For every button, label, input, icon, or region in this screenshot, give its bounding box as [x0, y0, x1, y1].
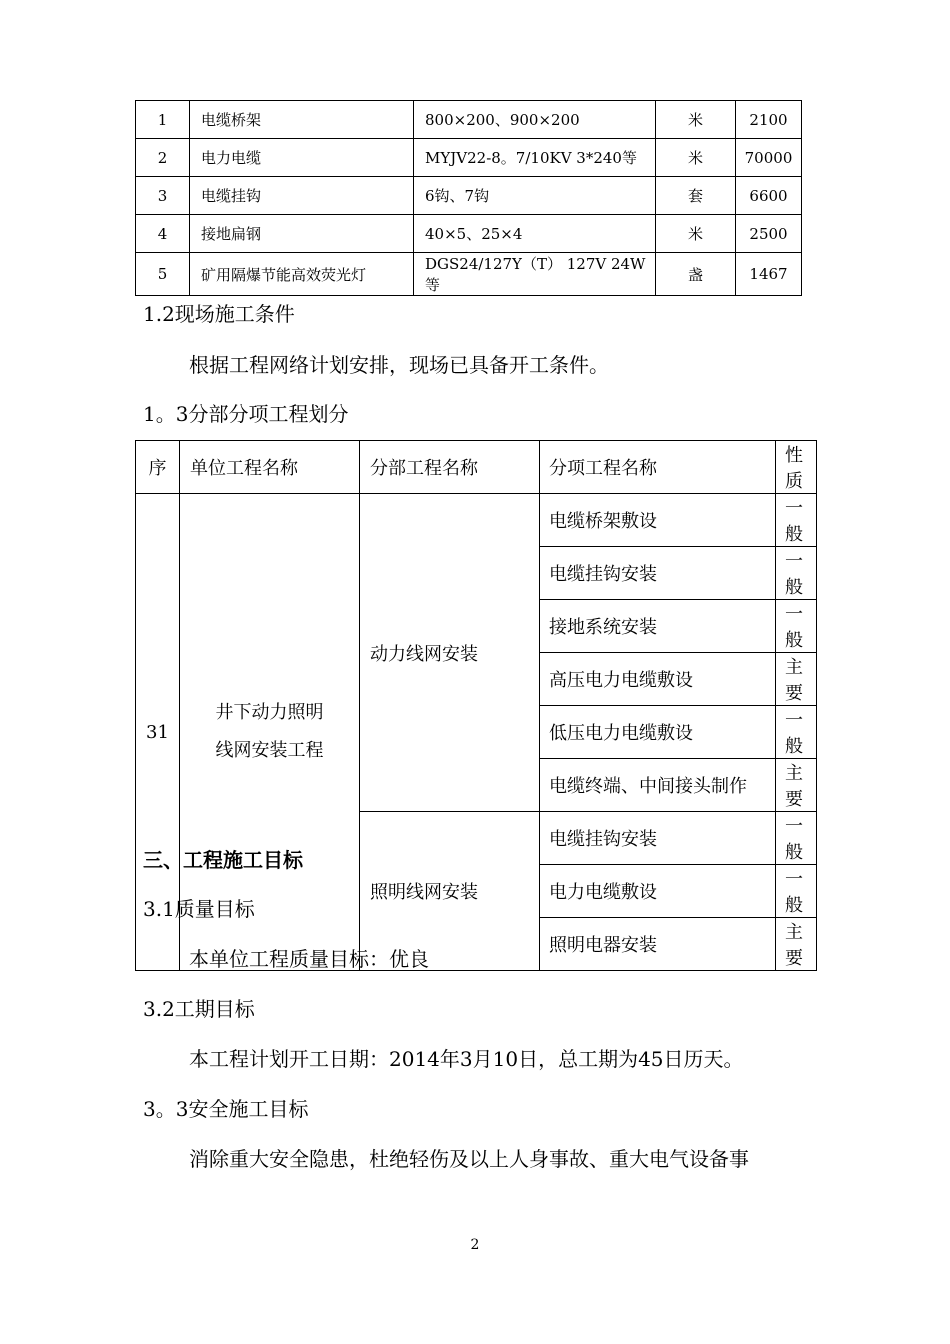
sequence-cell: 31 [136, 494, 180, 971]
section-3-2-heading: 3.2工期目标 [143, 997, 255, 1021]
material-quantity-cell: 2100 [736, 101, 802, 139]
material-unit-cell: 盏 [656, 253, 736, 296]
nature-cell: 主要 [776, 759, 817, 812]
nature-cell: 主要 [776, 918, 817, 971]
table-row [136, 139, 802, 177]
row-number-cell: 3 [136, 177, 190, 215]
material-name-cell: 电缆挂钩 [190, 177, 414, 215]
sub-item-cell: 电缆挂钩安装 [540, 812, 776, 865]
section-3-3-heading: 3。3安全施工目标 [143, 1097, 309, 1121]
nature-cell: 主要 [776, 653, 817, 706]
column-header: 分项工程名称 [540, 441, 776, 494]
column-header: 分部工程名称 [360, 441, 540, 494]
nature-cell: 一般 [776, 865, 817, 918]
sub-item-cell: 接地系统安装 [540, 600, 776, 653]
nature-cell: 一般 [776, 600, 817, 653]
table-row [136, 177, 802, 215]
row-number-cell: 5 [136, 253, 190, 296]
nature-cell: 一般 [776, 812, 817, 865]
materials-table [135, 100, 802, 296]
unit-project-cell: 井下动力照明 线网安装工程 [180, 494, 360, 971]
materials-table-body [136, 101, 802, 296]
row-number-cell: 1 [136, 101, 190, 139]
column-header: 性质 [776, 441, 817, 494]
table-row [136, 494, 817, 547]
material-quantity-cell: 2500 [736, 215, 802, 253]
section-3-1-paragraph: 本单位工程质量目标：优良 [189, 947, 429, 971]
material-unit-cell: 米 [656, 215, 736, 253]
row-number-cell: 4 [136, 215, 190, 253]
material-name-cell: 电力电缆 [190, 139, 414, 177]
table-header-row [136, 441, 817, 494]
table-row [136, 101, 802, 139]
column-header: 单位工程名称 [180, 441, 360, 494]
material-name-cell: 电缆桥架 [190, 101, 414, 139]
material-spec-cell: 40×5、25×4 [414, 215, 656, 253]
table-row [136, 215, 802, 253]
section-3-1-heading: 3.1质量目标 [143, 897, 255, 921]
section-1-3-heading: 1。3分部分项工程划分 [143, 402, 349, 426]
section-3-3-paragraph: 消除重大安全隐患，杜绝轻伤及以上人身事故、重大电气设备事 [189, 1147, 749, 1171]
material-quantity-cell: 70000 [736, 139, 802, 177]
section-3-heading: 三、工程施工目标 [143, 848, 303, 872]
section-1-2-paragraph: 根据工程网络计划安排，现场已具备开工条件。 [189, 353, 609, 377]
material-quantity-cell: 1467 [736, 253, 802, 296]
material-unit-cell: 套 [656, 177, 736, 215]
nature-cell: 一般 [776, 706, 817, 759]
material-name-cell: 接地扁钢 [190, 215, 414, 253]
sub-item-cell: 照明电器安装 [540, 918, 776, 971]
nature-cell: 一般 [776, 494, 817, 547]
page-number: 2 [470, 1237, 480, 1253]
material-name-cell: 矿用隔爆节能高效荧光灯 [190, 253, 414, 296]
sub-item-cell: 电力电缆敷设 [540, 865, 776, 918]
sub-item-cell: 电缆终端、中间接头制作 [540, 759, 776, 812]
table-row [136, 253, 802, 296]
material-spec-cell: DGS24/127Y（T） 127V 24W等 [414, 253, 656, 296]
material-unit-cell: 米 [656, 101, 736, 139]
material-spec-cell: 6钩、7钩 [414, 177, 656, 215]
division-table-body [136, 441, 817, 971]
material-spec-cell: 800×200、900×200 [414, 101, 656, 139]
division-project-cell: 动力线网安装 [360, 494, 540, 812]
division-table [135, 440, 817, 971]
sub-item-cell: 电缆桥架敷设 [540, 494, 776, 547]
material-unit-cell: 米 [656, 139, 736, 177]
division-project-cell: 照明线网安装 [360, 812, 540, 971]
sub-item-cell: 低压电力电缆敷设 [540, 706, 776, 759]
section-1-2-heading: 1.2现场施工条件 [143, 302, 295, 326]
material-spec-cell: MYJV22-8。7/10KV 3*240等 [414, 139, 656, 177]
row-number-cell: 2 [136, 139, 190, 177]
sub-item-cell: 电缆挂钩安装 [540, 547, 776, 600]
nature-cell: 一般 [776, 547, 817, 600]
sub-item-cell: 高压电力电缆敷设 [540, 653, 776, 706]
column-header: 序 [136, 441, 180, 494]
material-quantity-cell: 6600 [736, 177, 802, 215]
section-3-2-paragraph: 本工程计划开工日期：2014年3月10日，总工期为45日历天。 [189, 1047, 744, 1071]
